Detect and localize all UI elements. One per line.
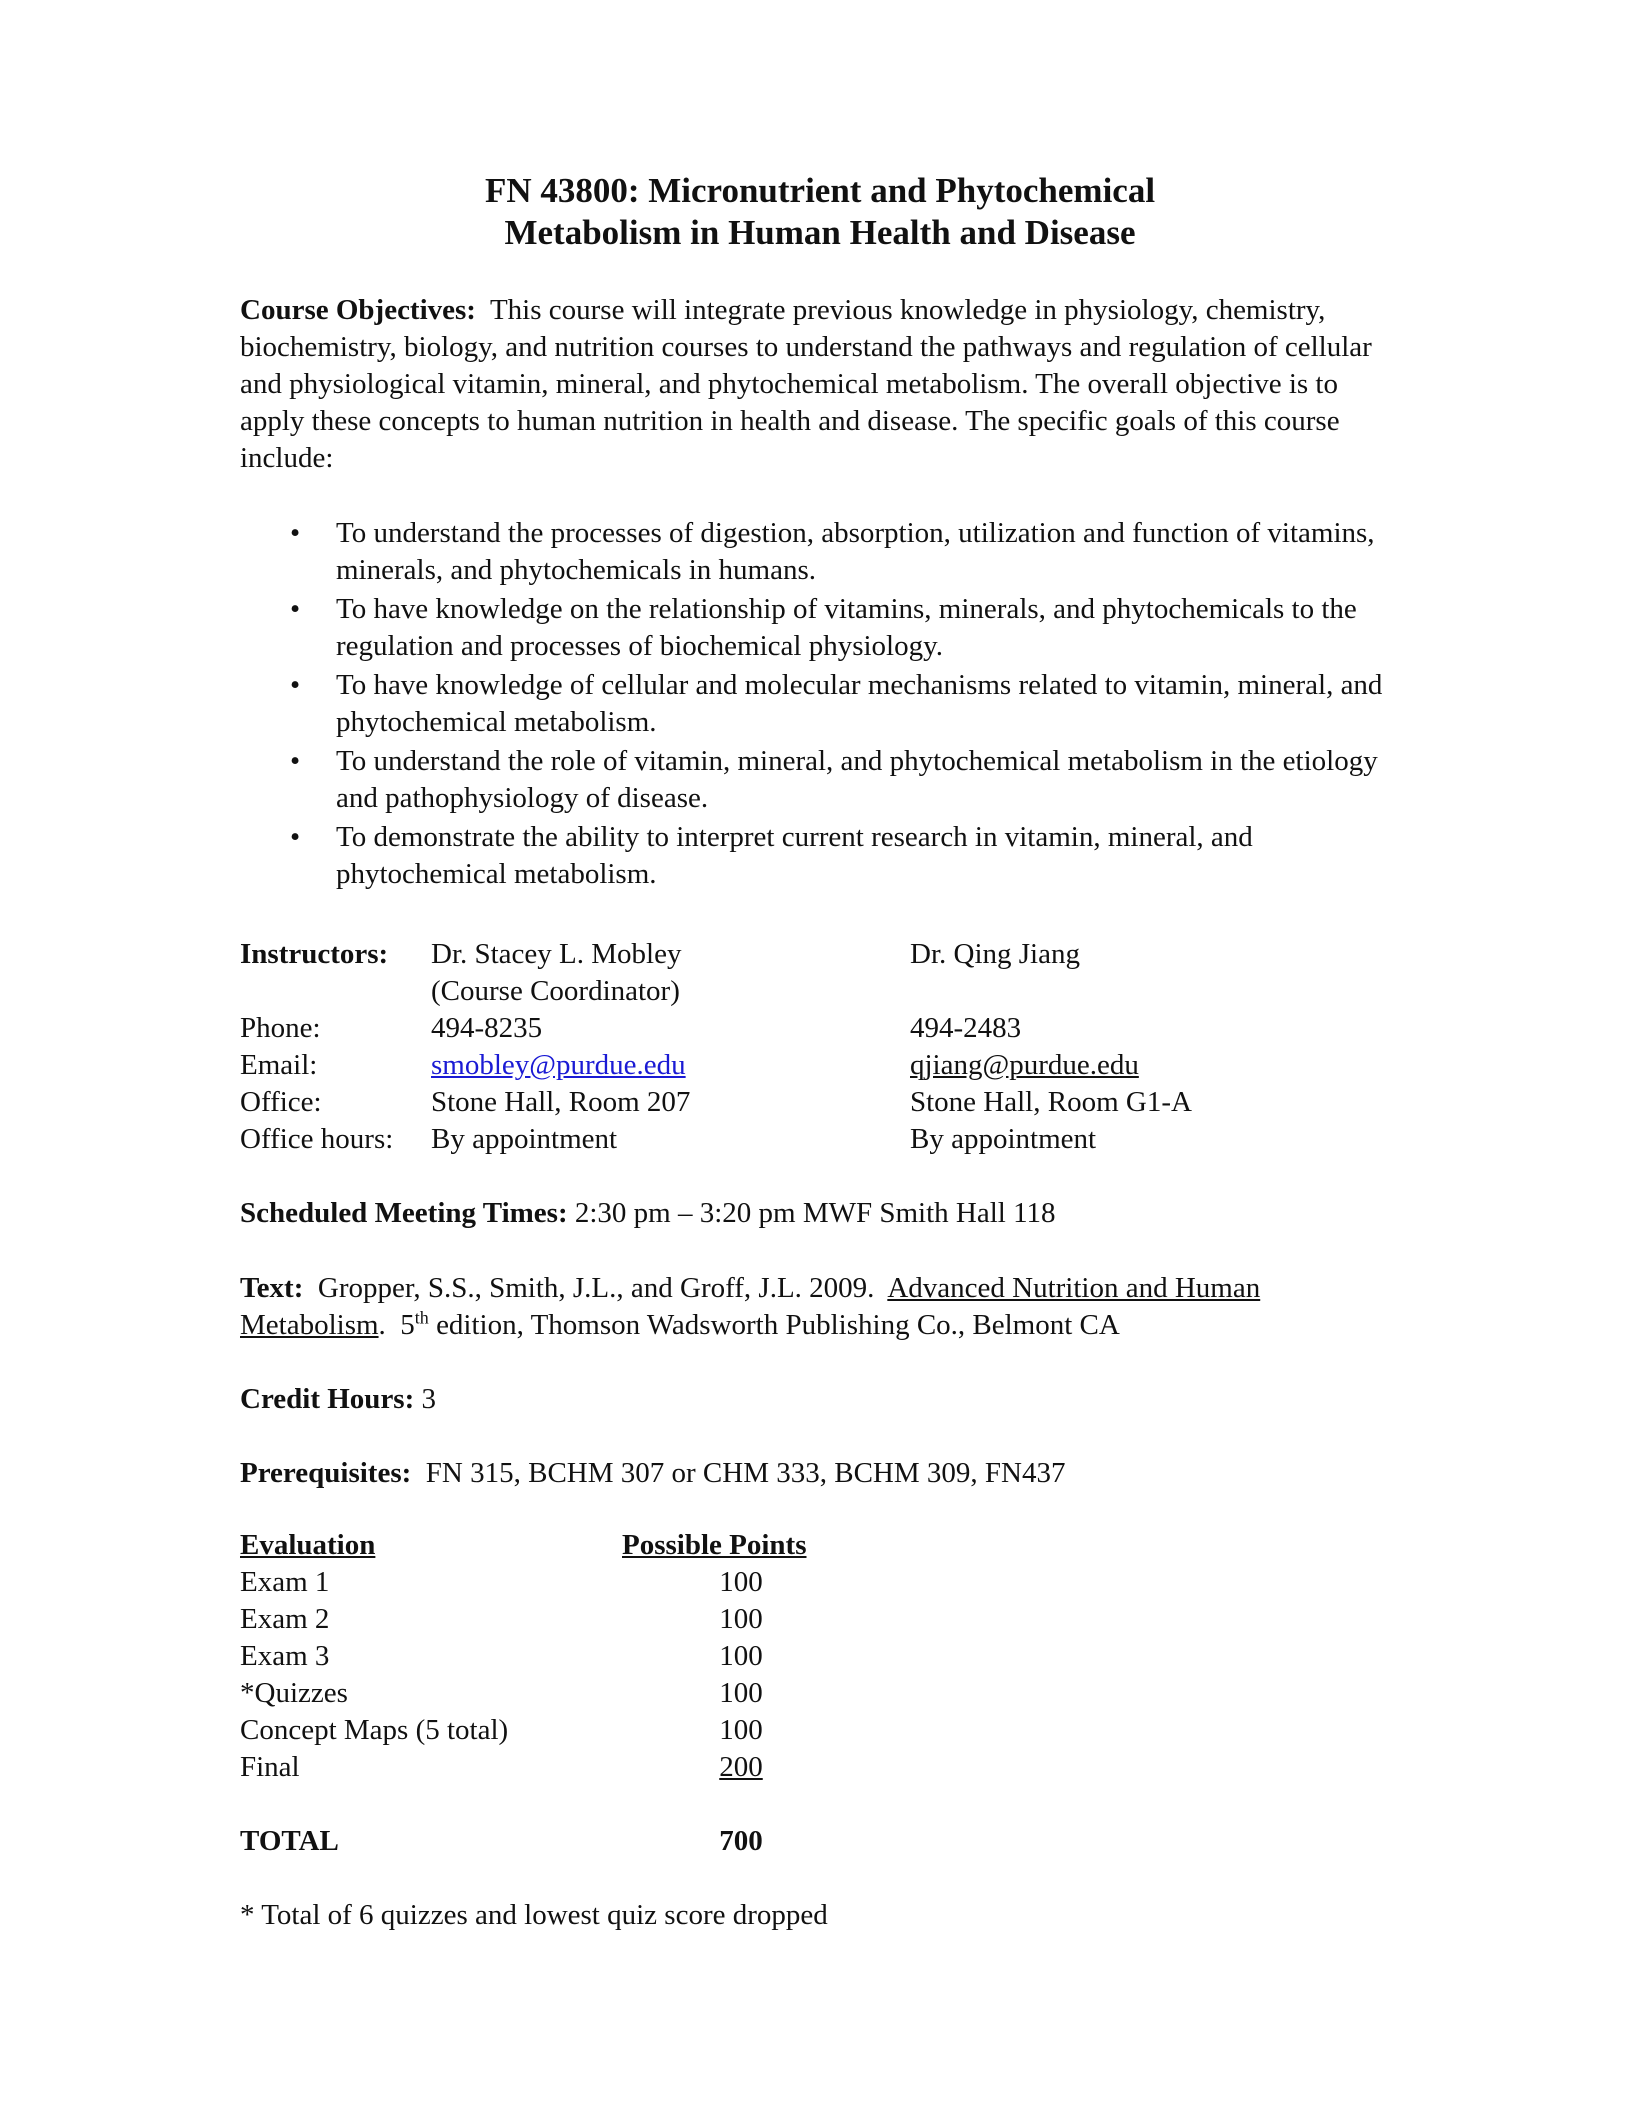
credit-label: Credit Hours:: [240, 1383, 415, 1415]
phone-label: Phone:: [240, 1012, 321, 1044]
total-label: TOTAL: [240, 1825, 339, 1857]
meeting-times: [240, 1195, 1056, 1232]
goals-list: [240, 515, 1400, 895]
credit-value: 3: [421, 1383, 437, 1415]
instructor-1-name: Dr. Stacey L. Mobley: [431, 938, 682, 970]
book-title-part-2: Metabolism: [240, 1309, 379, 1341]
bullet-icon: •: [290, 517, 301, 549]
eval-item-points: 100: [719, 1714, 763, 1746]
points-header: Possible Points: [622, 1529, 807, 1561]
list-item: • To have knowledge on the relationship of vitamins, minerals, and phytochemicals to the regulation and processes of biochemical physiology.: [290, 593, 1357, 662]
course-objectives: [240, 292, 1400, 477]
list-item: • To understand the processes of digestion, absorption, utilization and function of vitamins, minerals, and phytochemicals in humans.: [290, 517, 1375, 586]
page-title: [0, 170, 1640, 254]
eval-item-name: *Quizzes: [240, 1677, 348, 1709]
eval-item-points: 200: [719, 1751, 763, 1783]
instructor-2-hours: By appointment: [910, 1123, 1097, 1155]
email-label: Email:: [240, 1049, 318, 1081]
total-value: 700: [719, 1825, 763, 1857]
meeting-label: Scheduled Meeting Times:: [240, 1197, 568, 1229]
bullet-icon: •: [290, 593, 301, 625]
edition-number: 5: [400, 1309, 415, 1341]
instructor-2-email[interactable]: qjiang@purdue.edu: [910, 1049, 1139, 1081]
book-title-part-1: Advanced Nutrition and Human: [887, 1272, 1261, 1304]
bullet-icon: •: [290, 821, 301, 853]
list-item: • To have knowledge of cellular and molecular mechanisms related to vitamin, mineral, and phytochemical metabolism.: [290, 669, 1383, 738]
eval-item-name: Concept Maps (5 total): [240, 1714, 509, 1746]
office-hours-label: Office hours:: [240, 1123, 394, 1155]
textbook-line-2: Metabolism. 5th edition, Thomson Wadsworth Publishing Co., Belmont CA: [240, 1307, 1120, 1341]
instructor-1-phone: 494-8235: [431, 1012, 543, 1044]
instructor-2-phone: 494-2483: [910, 1012, 1022, 1044]
eval-item-points: 100: [719, 1566, 763, 1598]
credit-hours: [240, 1381, 436, 1418]
edition-rest: edition, Thomson Wadsworth Publishing Co., Belmont CA: [436, 1309, 1120, 1341]
eval-item-name: Exam 3: [240, 1640, 330, 1672]
prerequisites: [240, 1455, 1065, 1492]
list-item: • To understand the role of vitamin, mineral, and phytochemical metabolism in the etiology and pathophysiology of disease.: [290, 745, 1378, 814]
prereq-label: Prerequisites:: [240, 1457, 412, 1489]
meeting-value: 2:30 pm – 3:20 pm MWF Smith Hall 118: [574, 1197, 1056, 1229]
eval-item-name: Final: [240, 1751, 300, 1783]
evaluation-header: Evaluation: [240, 1529, 376, 1561]
eval-item-points: 100: [719, 1640, 763, 1672]
eval-item-name: Exam 1: [240, 1566, 330, 1598]
title-line-2: Metabolism in Human Health and Disease: [504, 213, 1136, 252]
text-label: Text:: [240, 1272, 304, 1304]
instructor-1-email-link[interactable]: smobley@purdue.edu: [431, 1049, 686, 1081]
objectives-label: Course Objectives:: [240, 294, 476, 326]
objectives-text: This course will integrate previous knowledge in physiology, chemistry, biochemistry, biology, and nutrition courses to understand the pathways and regulation of cellular and physiological vitamin, mineral, and phytochemical metabolism. The overall objective is to apply these concepts to human nutrition in health and disease. The specific goals of this course include:: [240, 294, 1372, 474]
instructor-1-hours: By appointment: [431, 1123, 618, 1155]
instructor-1-office: Stone Hall, Room 207: [431, 1086, 691, 1118]
instructor-1-role: (Course Coordinator): [431, 975, 680, 1007]
eval-item-name: Exam 2: [240, 1603, 330, 1635]
list-item: • To demonstrate the ability to interpret current research in vitamin, mineral, and phytochemical metabolism.: [290, 821, 1253, 890]
quiz-footnote: * Total of 6 quizzes and lowest quiz score dropped: [240, 1899, 828, 1931]
bullet-icon: •: [290, 669, 301, 701]
text-authors: Gropper, S.S., Smith, J.L., and Groff, J.L. 2009.: [317, 1272, 875, 1304]
bullet-icon: •: [290, 745, 301, 777]
instructors-label: Instructors:: [240, 938, 389, 970]
prereq-value: FN 315, BCHM 307 or CHM 333, BCHM 309, FN437: [425, 1457, 1066, 1489]
eval-item-points: 100: [719, 1677, 763, 1709]
edition-suffix: th: [414, 1307, 429, 1328]
eval-item-points: 100: [719, 1603, 763, 1635]
instructor-2-name: Dr. Qing Jiang: [910, 938, 1080, 970]
title-line-1: FN 43800: Micronutrient and Phytochemical: [484, 171, 1156, 210]
instructor-2-office: Stone Hall, Room G1-A: [910, 1086, 1192, 1118]
textbook-line-1: [240, 1270, 1260, 1307]
office-label: Office:: [240, 1086, 322, 1118]
